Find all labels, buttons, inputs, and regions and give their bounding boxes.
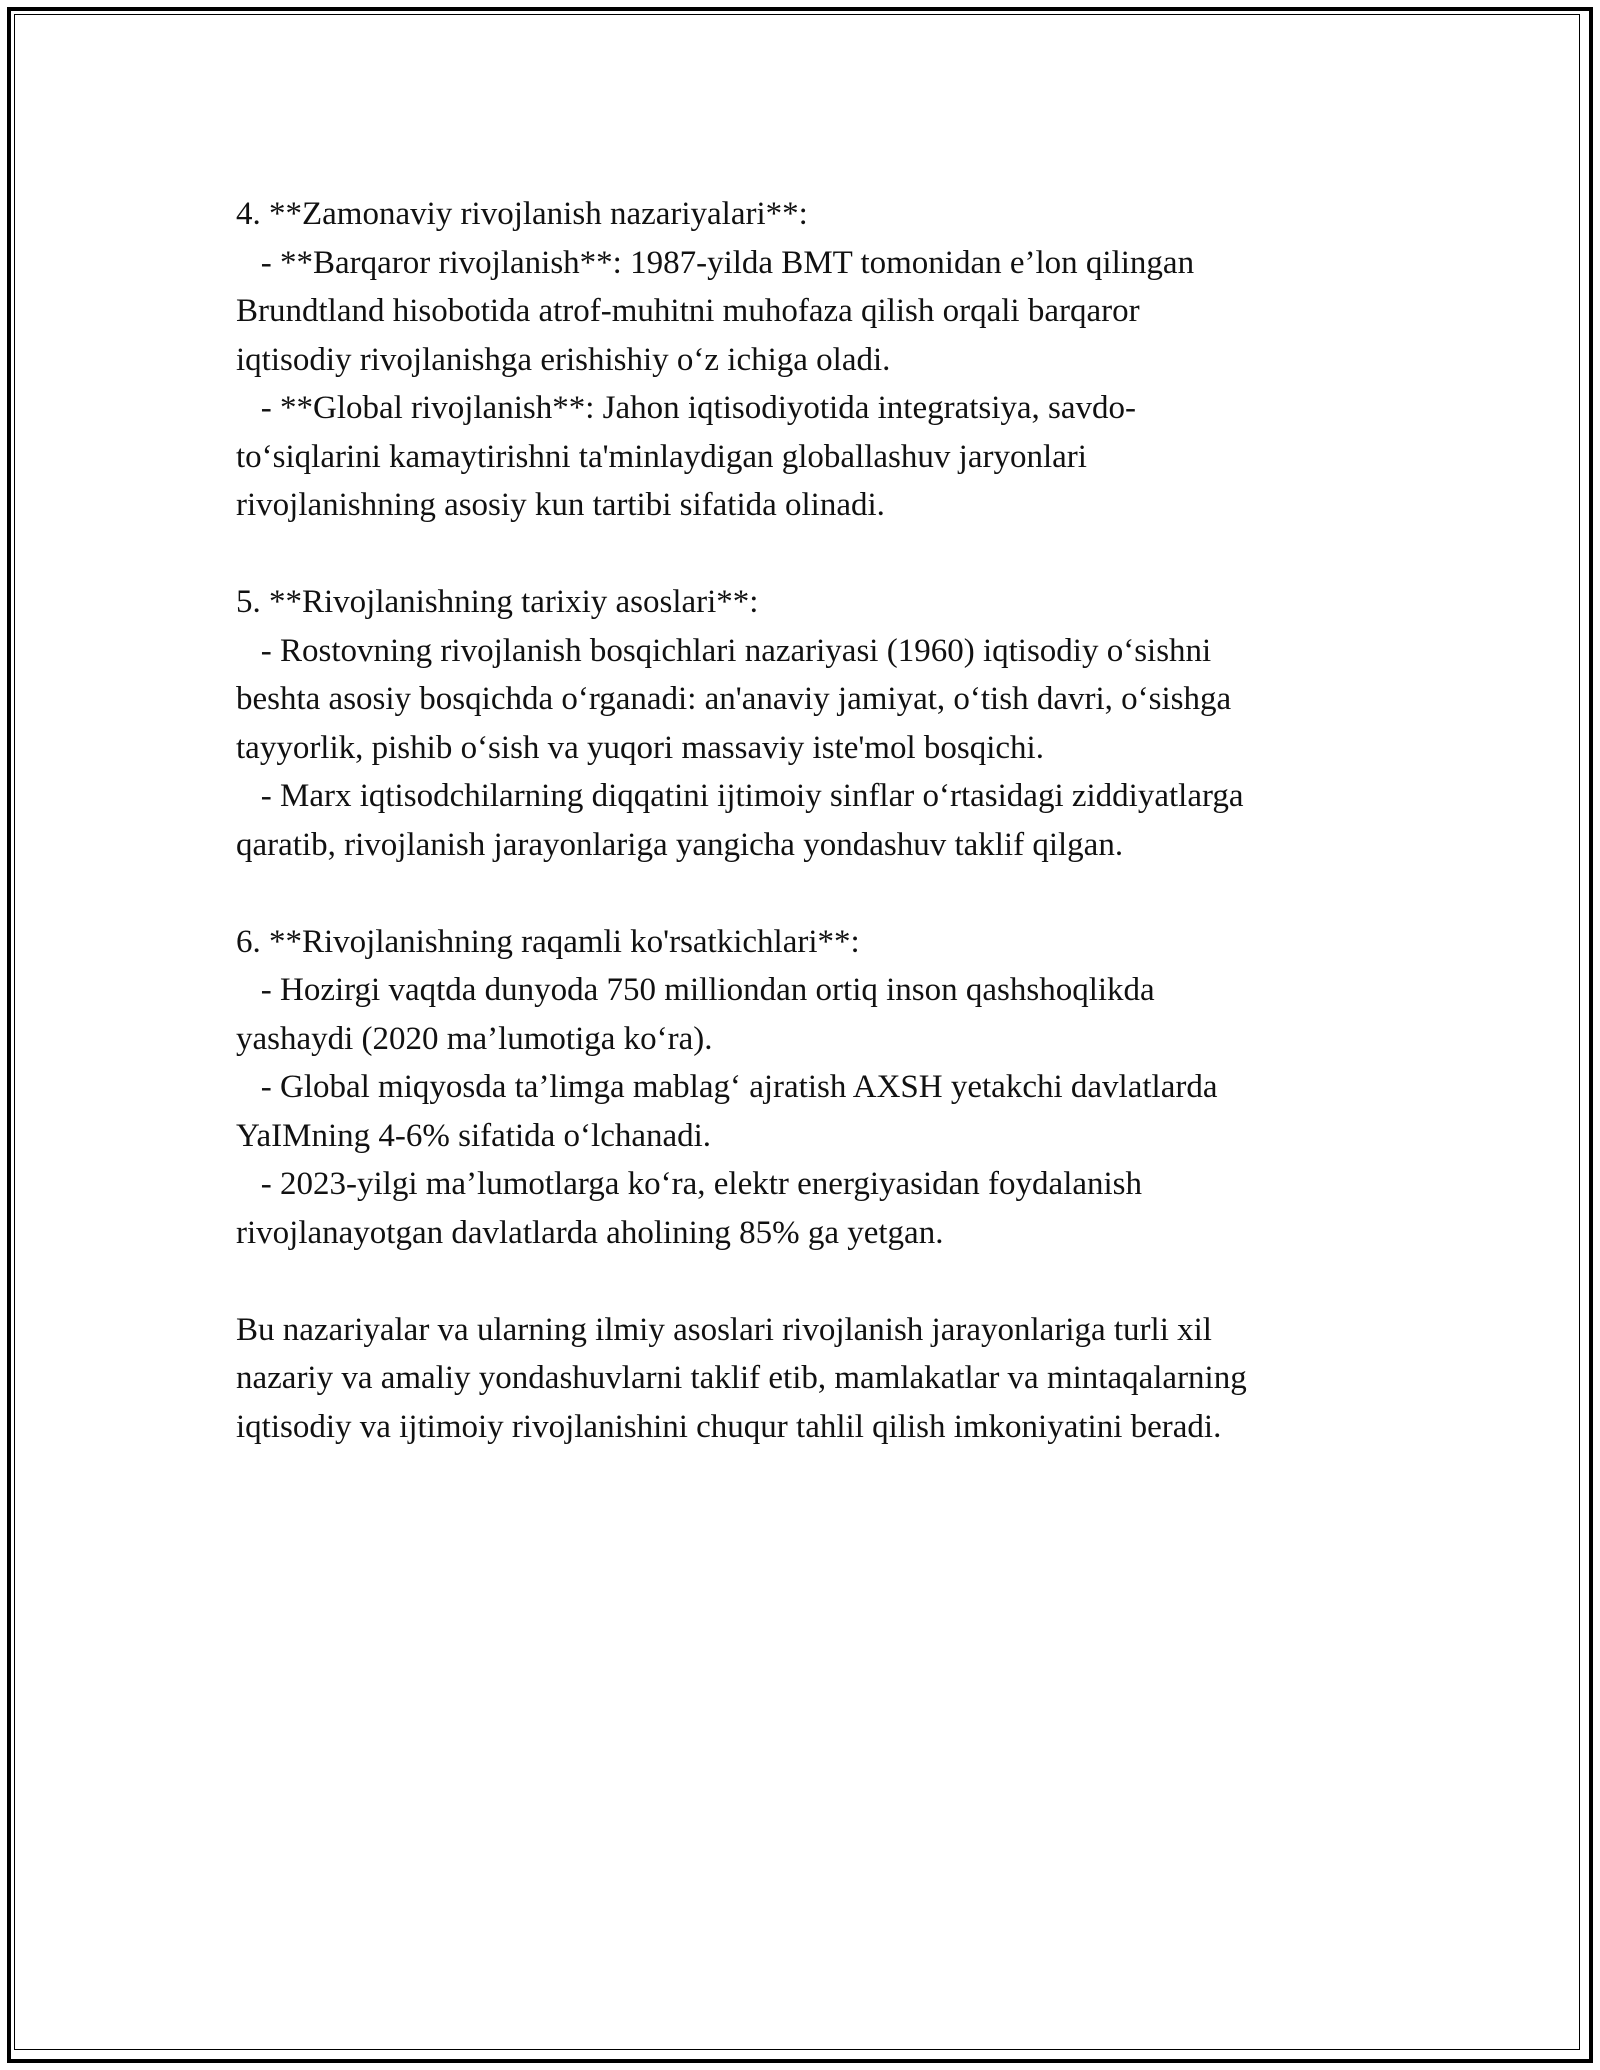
list-item-line: - Marx iqtisodchilarning diqqatini ijtimoiy sinflar o‘rtasidagi ziddiyatlarga <box>260 778 1244 814</box>
list-item-line: - Global miqyosda ta’limga mablag‘ ajratish AXSH yetakchi davlatlarda <box>260 1069 1218 1105</box>
section-historical-foundations <box>236 578 1386 869</box>
list-item-line: - Rostovning rivojlanish bosqichlari nazariyasi (1960) iqtisodiy o‘sishni <box>260 632 1212 669</box>
list-item-line: to‘siqlarini kamaytirishni ta'minlaydigan globallashuv jaryonlari <box>236 438 1087 475</box>
list-item-line: - **Global rivojlanish**: Jahon iqtisodiyotida integratsiya, savdo- <box>260 390 1137 426</box>
paragraph-line: nazariy va amaliy yondashuvlarni taklif etib, mamlakatlar va mintaqalarning <box>236 1360 1247 1396</box>
list-item-line: rivojlanishning asosiy kun tartibi sifatida olinadi. <box>236 487 885 523</box>
paragraph-line: iqtisodiy va ijtimoiy rivojlanishini chuqur tahlil qilish imkoniyatini beradi. <box>236 1408 1222 1445</box>
section-numeric-indicators <box>236 918 1386 1258</box>
conclusion-paragraph <box>236 1306 1386 1452</box>
list-item-line: iqtisodiy rivojlanishga erishishiy o‘z ichiga oladi. <box>236 341 891 378</box>
section-modern-theories <box>236 190 1386 530</box>
list-item-line: qaratib, rivojlanish jarayonlariga yangicha yondashuv taklif qilgan. <box>236 826 1124 863</box>
list-item-line: rivojlanayotgan davlatlarda aholining 85% ga yetgan. <box>236 1214 944 1251</box>
list-item-line: - Hozirgi vaqtda dunyoda 750 milliondan ortiq inson qashshoqlikda <box>260 972 1155 1008</box>
document-body <box>236 190 1386 1500</box>
section-heading: 6. **Rivojlanishning raqamli ko'rsatkichlari**: <box>236 923 860 960</box>
section-heading: 5. **Rivojlanishning tarixiy asoslari**: <box>236 584 759 620</box>
list-item-line: YaIMning 4-6% sifatida o‘lchanadi. <box>236 1117 712 1154</box>
list-item-line: - 2023-yilgi ma’lumotlarga ko‘ra, elektr energiyasidan foydalanish <box>260 1166 1143 1202</box>
list-item-line: beshta asosiy bosqichda o‘rganadi: an'anaviy jamiyat, o‘tish davri, o‘sishga <box>236 681 1232 717</box>
list-item-line: tayyorlik, pishib o‘sish va yuqori massaviy iste'mol bosqichi. <box>236 729 1044 766</box>
list-item-line: yashaydi (2020 ma’lumotiga ko‘ra). <box>236 1020 713 1057</box>
paragraph-line: Bu nazariyalar va ularning ilmiy asoslari rivojlanish jarayonlariga turli xil <box>236 1311 1212 1348</box>
list-item-line: Brundtland hisobotida atrof-muhitni muhofaza qilish orqali barqaror <box>236 293 1140 329</box>
section-heading: 4. **Zamonaviy rivojlanish nazariyalari**: <box>236 196 808 232</box>
list-item-line: - **Barqaror rivojlanish**: 1987-yilda BMT tomonidan e’lon qilingan <box>260 244 1195 281</box>
